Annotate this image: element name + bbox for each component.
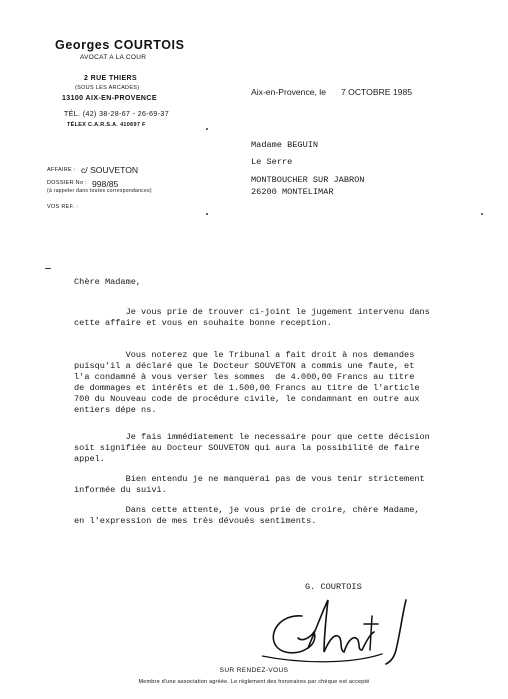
recipient-line3: MONTBOUCHER SUR JABRON <box>251 175 365 185</box>
dossier-label: DOSSIER No : <box>47 180 87 186</box>
paragraph-4: Bien entendu je ne manquerai pas de vous tenir strictement informée du suivi. <box>74 474 425 495</box>
letterhead-street: 2 RUE THIERS <box>84 75 138 82</box>
affaire-label: AFFAIRE : <box>47 167 76 173</box>
recipient-line4: 26200 MONTELIMAR <box>251 187 334 197</box>
dossier-value: 998/85 <box>92 179 119 189</box>
letter-date: 7 OCTOBRE 1985 <box>341 87 413 97</box>
vos-ref-label: VOS REF. : <box>47 204 79 210</box>
handwritten-signature <box>262 594 422 666</box>
date-place: Aix-en-Provence, le <box>251 87 326 97</box>
footer-association: Membre d'une association agréée. Le règlement des honoraires par chèque est accepté <box>138 679 370 685</box>
dossier-note: (à rappeler dans toutes correspondances) <box>47 188 152 194</box>
paragraph-2: Vous noterez que le Tribunal a fait droit à nos demandes puisqu'il a déclaré que le Docteur SOUVETON a commis une faute, et l'a condamné à vous verser les sommes de 4.000,00 Francs au titre de dommages et intérêts et de 1.500,00 Francs au titre de l'article 700 du Nouveau code de procédure civile, le condamnant en outre aux entiers dépe ns. <box>74 350 420 415</box>
footer-appointment: SUR RENDEZ-VOUS <box>219 667 289 674</box>
fold-mark-dash <box>45 268 51 269</box>
affaire-value: c/ SOUVETON <box>81 165 139 175</box>
salutation: Chère Madame, <box>74 277 142 287</box>
fold-mark-dot <box>481 213 483 215</box>
letterhead-tel: TÉL. (42) 38-28-67 - 26-69-37 <box>64 111 169 118</box>
paragraph-1: Je vous prie de trouver ci-joint le jugement intervenu dans cette affaire et vous en souhaite bonne reception. <box>74 307 430 328</box>
signature-name: G. COURTOIS <box>305 582 362 592</box>
letterhead-city: 13100 AIX-EN-PROVENCE <box>62 95 157 102</box>
letterhead-name: Georges COURTOIS <box>55 38 185 52</box>
paragraph-3: Je fais immédiatement le necessaire pour que cette décision soit signifiée au Docteur SOUVETON qui aura la possibilité de faire appel. <box>74 432 430 464</box>
fold-mark-dot <box>206 128 208 130</box>
fold-mark-dot <box>206 213 208 215</box>
recipient-line1: Madame BEGUIN <box>251 140 319 150</box>
recipient-line2: Le Serre <box>251 157 293 167</box>
letterhead-role: AVOCAT A LA COUR <box>80 54 147 61</box>
paragraph-5: Dans cette attente, je vous prie de croire, chère Madame, en l'expression de mes très dévoués sentiments. <box>74 505 420 526</box>
letterhead-arcades: (SOUS LES ARCADES) <box>75 85 140 91</box>
letterhead-telex: TÉLEX C.A.R.S.A. 410697 F <box>67 122 146 128</box>
